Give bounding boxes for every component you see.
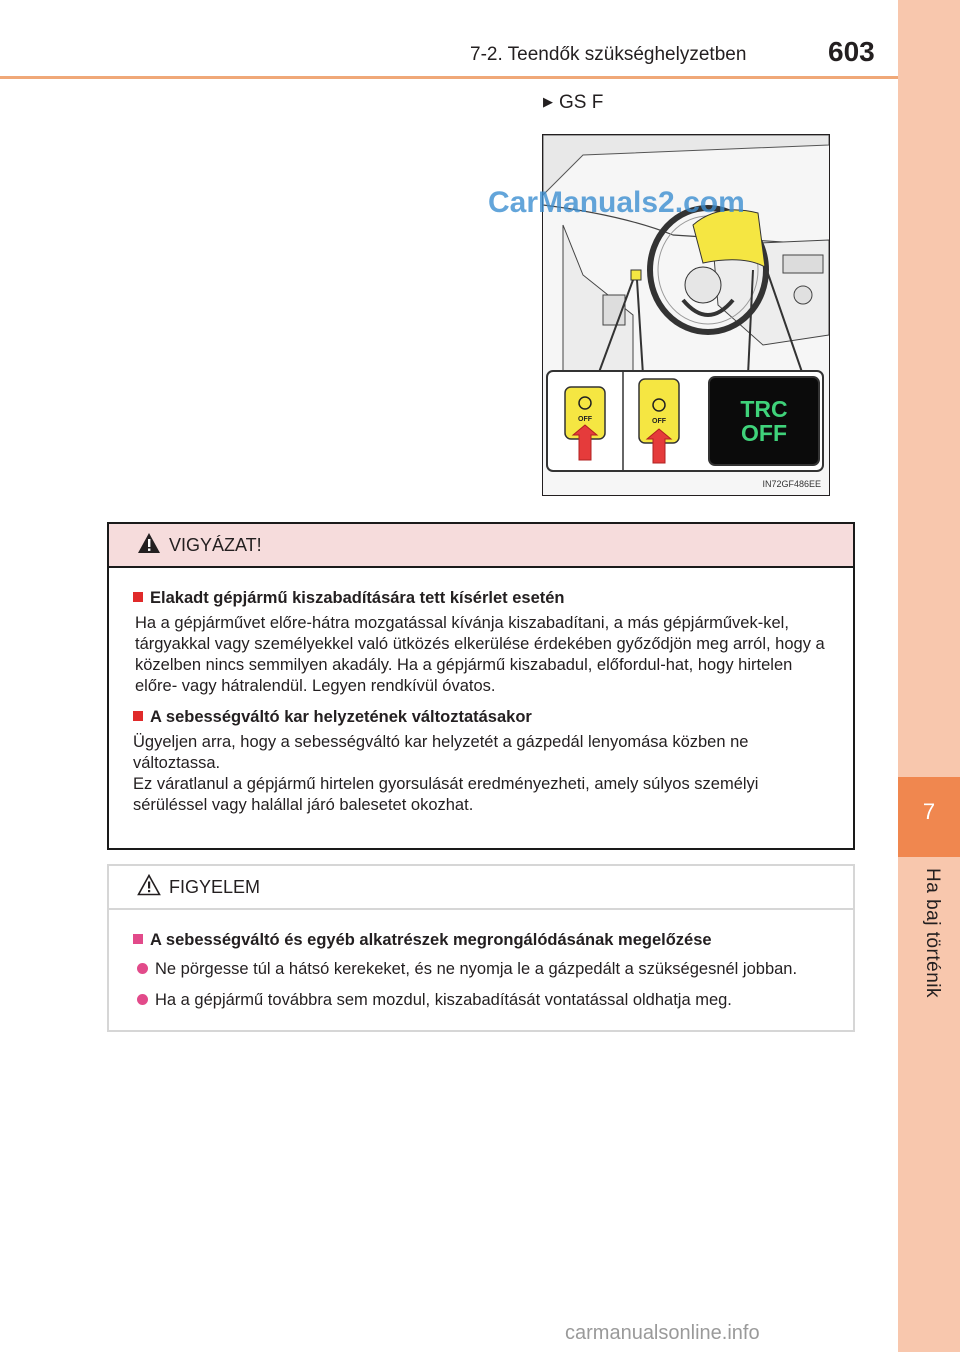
- caution-subheading-1: [133, 588, 831, 609]
- caution-paragraph-1: Ha a gépjárművet előre-hátra mozgatással kívánja kiszabadítani, a más gépjárművek-kel, tárgyakkal vagy személyekkel való ütközés elkerülése érdekében győződjön meg arról, hogy a közelben nincs semmilyen akadály. Ha a gépjármű kiszabadul, előfordul-hat, hogy hirtelen előre- vagy hátralendül. Legyen rendkívül óvatos.: [135, 614, 825, 695]
- chapter-number-box: [898, 777, 960, 857]
- caution-subheading-2: [133, 707, 831, 728]
- notice-title: FIGYELEM: [169, 877, 261, 897]
- pink-bullet-icon: [137, 994, 148, 1005]
- model-label: [543, 92, 603, 114]
- page-number: 603: [828, 36, 875, 67]
- caution-subheading-2-text: A sebességváltó kar helyzetének változtatásakor: [150, 708, 532, 726]
- caution-box: [107, 522, 855, 850]
- notice-body: [109, 910, 853, 1035]
- notice-bullet-item: [137, 990, 831, 1011]
- red-square-icon: [133, 711, 143, 721]
- figure-code: IN72GF486EE: [762, 479, 821, 489]
- notice-bullet-item: [137, 959, 831, 980]
- caution-body: [109, 568, 853, 840]
- caution-paragraph-2: Ügyeljen arra, hogy a sebességváltó kar helyzetét a gázpedál lenyomása közben ne változtassa.: [133, 733, 749, 772]
- model-label-text: GS F: [559, 92, 604, 113]
- caution-paragraph-3: Ez váratlanul a gépjármű hirtelen gyorsulását eredményezheti, amely súlyos személyi sérüléssel vagy halállal járó balesetet okozhat.: [133, 775, 759, 814]
- notice-subheading-text: A sebességváltó és egyéb alkatrészek megrongálódásának megelőzése: [150, 931, 712, 949]
- button-1-label: OFF: [578, 416, 592, 423]
- notice-box: [107, 864, 855, 1032]
- header-rule: [0, 76, 898, 79]
- section-title: 7-2. Teendők szükséghelyzetben: [470, 44, 747, 65]
- notice-bullet-text-2: Ha a gépjármű továbbra sem mozdul, kiszabadítását vontatással oldhatja meg.: [155, 991, 732, 1009]
- notice-header: [109, 866, 853, 910]
- chapter-number: 7: [922, 799, 936, 824]
- notice-bullet-text-1: Ne pörgesse túl a hátsó kerekeket, és ne nyomja le a gázpedált a szükségesnél jobban.: [155, 960, 798, 978]
- trc-indicator-line2: OFF: [741, 420, 787, 446]
- trc-indicator-line1: TRC: [740, 396, 788, 422]
- chapter-title: Ha baj történik: [922, 868, 943, 999]
- pink-square-icon: [133, 934, 143, 944]
- watermark-carmanuals: CarManuals2.com: [488, 186, 745, 219]
- warning-outline-icon: [137, 874, 161, 896]
- caution-header: [109, 524, 853, 568]
- caution-title: VIGYÁZAT!: [169, 535, 262, 555]
- caution-subheading-1-text: Elakadt gépjármű kiszabadítására tett kísérlet esetén: [150, 589, 565, 607]
- chapter-side-tab: [898, 0, 960, 1352]
- red-square-icon: [133, 592, 143, 602]
- notice-subheading: [133, 930, 831, 951]
- pink-bullet-icon: [137, 963, 148, 974]
- button-2-label: OFF: [652, 418, 666, 425]
- warning-triangle-icon: [137, 532, 161, 554]
- triangle-arrow-icon: ▶: [543, 94, 553, 109]
- footer-watermark: carmanualsonline.info: [565, 1322, 760, 1344]
